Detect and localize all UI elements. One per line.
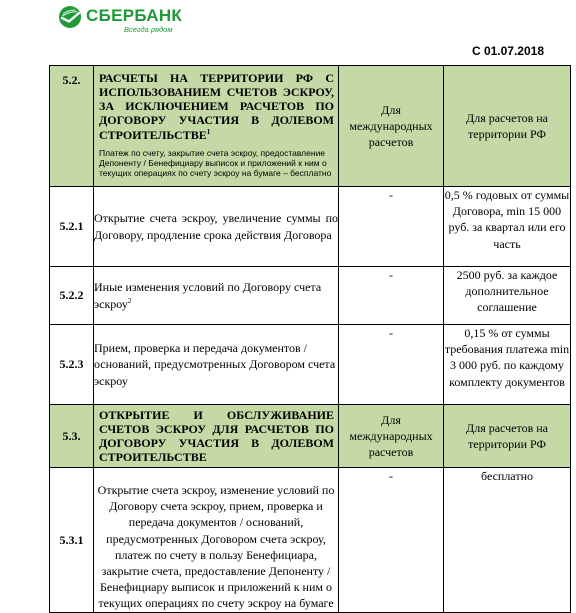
row-value-rf: 0,5 % годовых от суммы Договора, min 15 000 руб. за квартал или его часть: [444, 187, 571, 267]
row-value-international: -: [339, 325, 444, 405]
sberbank-logo: [58, 5, 188, 35]
row-value-international: -: [339, 267, 444, 325]
section-cell: [94, 66, 339, 187]
section-row-5-2: [50, 66, 571, 187]
section-note: Платеж по счету, закрытие счета эскроу, предоставление Депоненту / Бенефициару выписок и приложений к ним о текущих операциях по счету эскроу на бумаге – бесплатно: [99, 147, 332, 179]
table-row: [50, 325, 571, 405]
table-row: [50, 187, 571, 267]
row-value-international: -: [339, 187, 444, 267]
footnote-mark: 2: [127, 296, 132, 305]
row-description: Открытие счета эскроу, изменение условий по Договору счета эскроу, прием, проверка и передача документов / оснований, предусмотренных Договором счета эскроу, платеж по счету в пользу Бенефициара, закрытие счета, предоставление Депоненту / Бенефициару выписок и приложений к ним о текущих операциях по счету эскроу на бумаге: [94, 468, 339, 613]
column-header-rf: Для расчетов на территории РФ: [444, 66, 571, 187]
brand-slogan: Всегда рядом: [124, 25, 173, 34]
row-value-international: -: [339, 468, 444, 613]
row-description: Открытие счета эскроу, увеличение суммы по Договору, продление срока действия Договора: [94, 187, 339, 267]
row-description: Иные изменения условий по Договору счета эскроу$^2$: [94, 267, 339, 325]
footnote-mark: 1: [206, 127, 211, 136]
effective-date: С 01.07.2018: [471, 44, 544, 58]
row-value-rf: 2500 руб. за каждое дополнительное соглашение: [444, 267, 571, 325]
column-header-rf: Для расчетов на территории РФ: [444, 405, 571, 468]
tariff-table: [49, 65, 571, 613]
row-value-rf: 0,15 % от суммы требования платежа min 3 000 руб. по каждому комплекту документов: [444, 325, 571, 405]
section-row-5-3: [50, 405, 571, 468]
row-value-rf: бесплатно: [444, 468, 571, 613]
table-row: [50, 468, 571, 613]
row-number: 5.2.3: [50, 325, 94, 405]
table-row: [50, 267, 571, 325]
row-number: 5.3.1: [50, 468, 94, 613]
section-title: ОТКРЫТИЕ И ОБСЛУЖИВАНИЕ СЧЕТОВ ЭСКРОУ ДЛЯ РАСЧЕТОВ ПО ДОГОВОРУ УЧАСТИЯ В ДОЛЕВОМ СТРОИТЕЛЬСТВЕ: [99, 408, 334, 465]
row-number: 5.2.2: [50, 267, 94, 325]
section-title: РАСЧЕТЫ НА ТЕРРИТОРИИ РФ С ИСПОЛЬЗОВАНИЕМ СЧЕТОВ ЭСКРОУ, ЗА ИСКЛЮЧЕНИЕМ РАСЧЕТОВ ПО ДОГОВОРУ УЧАСТИЯ В ДОЛЕВОМ СТРОИТЕЛЬСТВЕ$^1$: [99, 71, 334, 142]
section-number: 5.3.: [50, 405, 94, 468]
brand-name: СБЕРБАНК: [86, 6, 183, 25]
section-cell: [94, 405, 339, 468]
column-header-international: Для международных расчетов: [339, 66, 444, 187]
section-number: 5.2.: [50, 66, 94, 187]
column-header-international: Для международных расчетов: [339, 405, 444, 468]
sberbank-logo-icon: [58, 5, 82, 29]
row-number: 5.2.1: [50, 187, 94, 267]
row-description: Прием, проверка и передача документов / оснований, предусмотренных Договором счета эскроу: [94, 325, 339, 405]
